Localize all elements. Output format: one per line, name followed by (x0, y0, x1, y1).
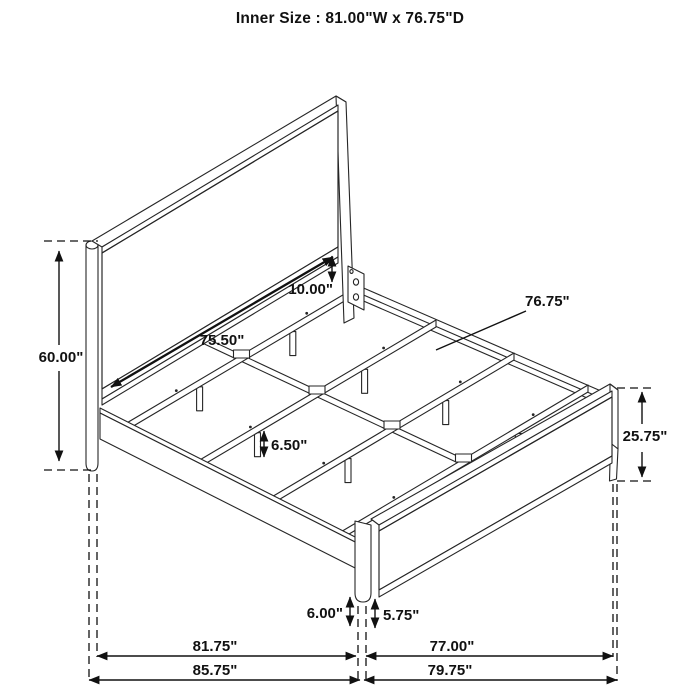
dim-inner-depth-label: 77.00" (429, 638, 475, 655)
dim-footboard-clearance-label: 5.75" (383, 607, 420, 624)
dim-slat-leg-height-label: 6.50" (271, 437, 308, 454)
dim-overall-depth-label: 79.75" (427, 662, 473, 679)
dim-headboard-rail-height-label: 10.00" (288, 281, 333, 298)
slat-connector (456, 454, 472, 462)
side-rail-left (100, 408, 367, 574)
dim-side-rail-clearance-label: 6.00" (306, 605, 343, 622)
mounting-bracket (348, 266, 364, 310)
slat-connector (309, 386, 325, 394)
slat-connector (384, 421, 400, 429)
headboard-left-post (86, 245, 98, 471)
dim-headboard-height-label: 60.00" (38, 349, 84, 366)
dim-headboard-inner-width-label: 75.50" (199, 332, 245, 349)
slat-connector (234, 350, 250, 358)
dim-footboard-height-label: 25.75" (622, 428, 668, 445)
footboard-near-leg (355, 521, 371, 602)
footboard (355, 384, 618, 602)
dim-slat-depth-label: 76.75" (525, 293, 570, 310)
dim-overall-width-label: 85.75" (192, 662, 238, 679)
dim-inner-width-label: 81.75" (192, 638, 238, 655)
page-title: Inner Size : 81.00"W x 76.75"D (235, 10, 465, 27)
